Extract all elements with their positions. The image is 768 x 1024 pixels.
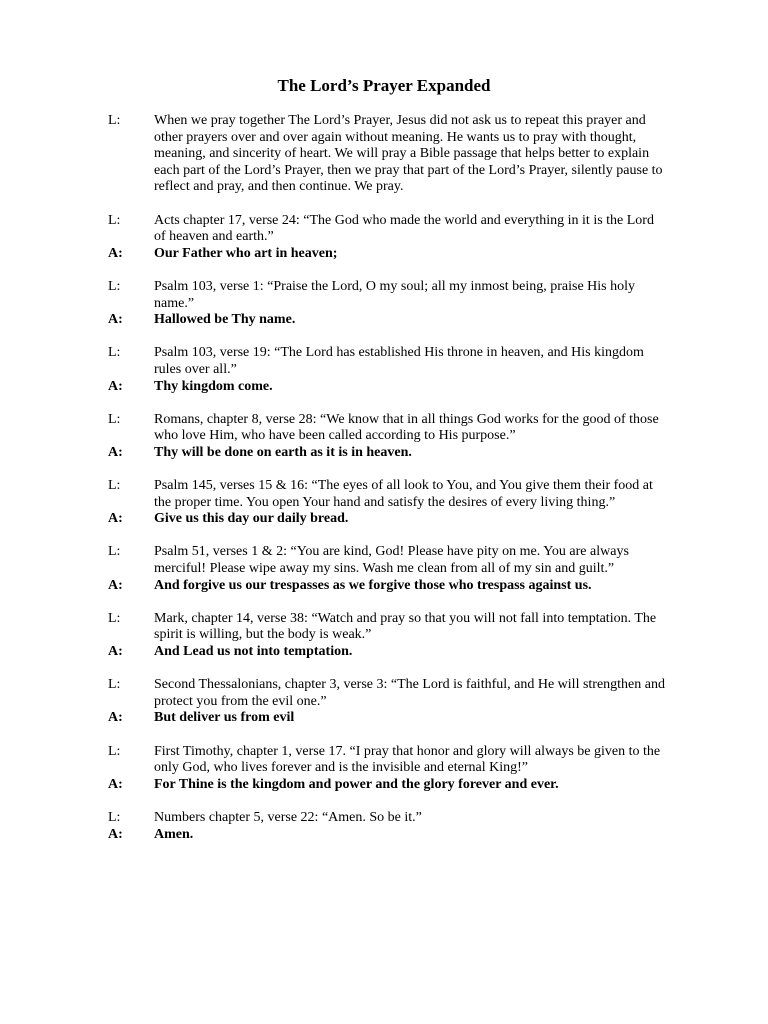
scripture-text: Mark, chapter 14, verse 38: “Watch and pray so that you will not fall into temptation. The spirit is willing, but the body is weak.”: [154, 610, 657, 643]
spacer: [108, 661, 668, 678]
leader-label: L:: [108, 113, 121, 128]
leader-line: [108, 810, 668, 827]
leader-line: [108, 744, 668, 777]
response-text: But deliver us from evil: [154, 710, 295, 726]
response-label: A:: [108, 245, 123, 261]
spacer: [108, 196, 668, 213]
response-text: Amen.: [154, 826, 194, 842]
response-text: Thy will be done on earth as it is in heaven.: [154, 444, 412, 460]
leader-label: L:: [108, 478, 121, 494]
scripture-text: Acts chapter 17, verse 24: “The God who made the world and everything in it is the Lord of heaven and earth.”: [154, 212, 654, 245]
intro-line: [108, 113, 668, 196]
spacer: [108, 594, 668, 611]
response-text: And Lead us not into temptation.: [154, 644, 353, 659]
scripture-text: Psalm 103, verse 19: “The Lord has established His throne in heaven, and His kingdom rules over all.”: [154, 345, 644, 377]
response-line: [108, 511, 668, 528]
leader-label: L:: [108, 278, 121, 294]
response-label: A:: [108, 312, 123, 328]
leader-line: [108, 345, 668, 378]
response-line: [108, 827, 668, 844]
leader-label: L:: [108, 345, 121, 361]
leader-line: [108, 279, 668, 312]
spacer: [108, 395, 668, 412]
response-label: A:: [108, 577, 123, 593]
response-label: A:: [108, 511, 123, 527]
leader-label: L:: [108, 212, 121, 228]
leader-label: L:: [108, 544, 121, 560]
response-line: [108, 445, 668, 462]
response-text: Thy kingdom come.: [154, 378, 273, 394]
response-label: A:: [108, 644, 123, 659]
response-text: Give us this day our daily bread.: [154, 511, 349, 527]
spacer: [108, 528, 668, 545]
leader-line: [108, 611, 668, 644]
leader-line: [108, 478, 668, 511]
intro-text: When we pray together The Lord’s Prayer, Jesus did not ask us to repeat this prayer and other prayers over and over again without meaning. He wants us to pray with thought, meaning, and sincerity of heart. We will pray a Bible passage that helps better to explain each part of the Lord’s Prayer, then we pray that part of the Lord’s Prayer, silently pause to reflect and pray, and then continue. We pray.: [154, 113, 663, 195]
leader-line: [108, 677, 668, 710]
response-label: A:: [108, 826, 123, 842]
response-line: [108, 710, 668, 727]
leader-line: [108, 412, 668, 445]
response-label: A:: [108, 378, 123, 394]
response-text: And forgive us our trespasses as we forgive those who trespass against us.: [154, 577, 592, 593]
spacer: [108, 793, 668, 810]
scripture-text: Numbers chapter 5, verse 22: “Amen. So be it.”: [154, 809, 422, 825]
leader-label: L:: [108, 809, 121, 825]
response-text: For Thine is the kingdom and power and the glory forever and ever.: [154, 776, 559, 792]
response-line: [108, 644, 668, 661]
response-line: [108, 379, 668, 396]
leader-label: L:: [108, 677, 121, 693]
leader-label: L:: [108, 411, 121, 427]
response-line: [108, 578, 668, 595]
spacer: [108, 329, 668, 346]
response-line: [108, 312, 668, 329]
leader-label: L:: [108, 610, 121, 626]
spacer: [108, 461, 668, 478]
scripture-text: Romans, chapter 8, verse 28: “We know that in all things God works for the good of those who love Him, who have been called according to His purpose.”: [154, 411, 659, 444]
response-label: A:: [108, 710, 123, 726]
scripture-text: Psalm 51, verses 1 & 2: “You are kind, God! Please have pity on me. You are always merciful! Please wipe away my sins. Wash me clean from all of my sin and guilt.”: [154, 544, 629, 577]
response-label: A:: [108, 444, 123, 460]
response-text: Our Father who art in heaven;: [154, 245, 338, 261]
scripture-text: Psalm 145, verses 15 & 16: “The eyes of all look to You, and You give them their food at the proper time. You open Your hand and satisfy the desires of every living thing.”: [154, 478, 653, 510]
response-line: [108, 777, 668, 794]
spacer: [108, 727, 668, 744]
document-title: The Lord’s Prayer Expanded: [277, 76, 491, 95]
leader-label: L:: [108, 743, 121, 759]
litany-body: [108, 113, 668, 843]
spacer: [108, 262, 668, 279]
scripture-text: Psalm 103, verse 1: “Praise the Lord, O my soul; all my inmost being, praise His holy name.”: [154, 278, 635, 311]
response-label: A:: [108, 776, 123, 792]
scripture-text: First Timothy, chapter 1, verse 17. “I pray that honor and glory will always be given to the only God, who lives forever and is the invisible and eternal King!”: [154, 743, 661, 776]
response-text: Hallowed be Thy name.: [154, 312, 296, 328]
leader-line: [108, 213, 668, 246]
scripture-text: Second Thessalonians, chapter 3, verse 3: “The Lord is faithful, and He will strengthen and protect you from the evil one.”: [154, 677, 665, 709]
response-line: [108, 246, 668, 263]
leader-line: [108, 544, 668, 577]
